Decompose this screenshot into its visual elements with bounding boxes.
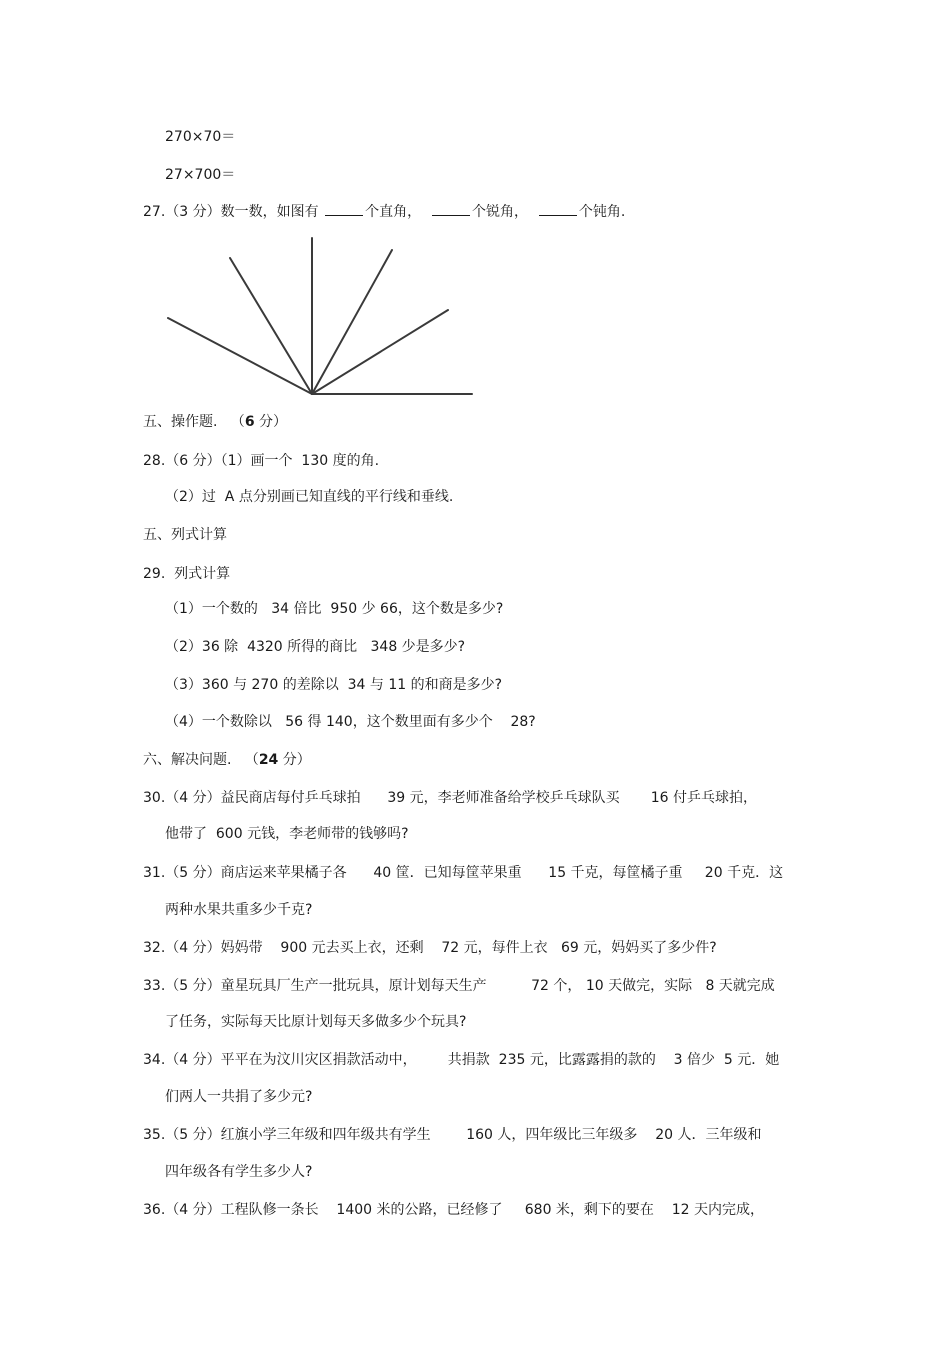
question-29-3: （3）360 与 270 的差除以 34 与 11 的和商是多少? — [165, 677, 503, 693]
question-32: 32.（4 分）妈妈带 900 元去买上衣，还剩 72 元，每件上衣 69 元，妈妈买了多少件? — [143, 940, 717, 956]
question-29: 29. 列式计算 — [143, 566, 231, 582]
question-31-line-1: 31.（5 分）商店运来苹果橘子各 40 筐．已知每筐苹果重 15 千克，每筐橘子重 20 千克．这 — [143, 865, 784, 881]
ray-4 — [312, 250, 392, 394]
question-28-2: （2）过 A 点分别画已知直线的平行线和垂线. — [165, 489, 454, 505]
ray-1 — [168, 318, 312, 394]
question-29-4: （4）一个数除以 56 得 140，这个数里面有多少个 28? — [165, 714, 536, 730]
section-5-operation: 五、操作题. （6 分） — [143, 414, 288, 430]
ray-5 — [312, 310, 448, 394]
question-34-line-1: 34.（4 分）平平在为汶川灾区捐款活动中， 共捐款 235 元，比露露捐的款的 3 倍少 5 元．她 — [143, 1052, 780, 1068]
question-34-line-2: 们两人一共捐了多少元? — [165, 1089, 313, 1105]
question-28-1: 28.（6 分）（1）画一个 130 度的角. — [143, 453, 380, 469]
question-36-line-1: 36.（4 分）工程队修一条长 1400 米的公路，已经修了 680 米，剩下的要在 12 天内完成， — [143, 1202, 764, 1218]
question-30-line-1: 30.（4 分）益民商店每付乒乓球拍 39 元，李老师准备给学校乒乓球队买 16 付乒乓球拍， — [143, 790, 758, 806]
section-5-calc: 五、列式计算 — [143, 527, 227, 543]
calc-line-2: 27×700＝ — [165, 167, 236, 183]
question-29-1: （1）一个数的 34 倍比 950 少 66，这个数是多少? — [165, 601, 504, 617]
question-29-2: （2）36 除 4320 所得的商比 348 少是多少? — [165, 639, 466, 655]
ray-2 — [230, 258, 312, 394]
question-33-line-1: 33.（5 分）童星玩具厂生产一批玩具，原计划每天生产 72 个， 10 天做完，实际 8 天就完成 — [143, 978, 775, 994]
question-30-line-2: 他带了 600 元钱，李老师带的钱够吗? — [165, 826, 409, 842]
calc-line-1: 270×70＝ — [165, 129, 236, 145]
question-31-line-2: 两种水果共重多少千克? — [165, 902, 313, 918]
question-27: 27.（3 分）数一数，如图有 个直角， 个锐角， 个钝角. — [143, 204, 626, 220]
answer-blank[interactable] — [325, 203, 363, 216]
question-35-line-2: 四年级各有学生多少人? — [165, 1164, 313, 1180]
answer-blank[interactable] — [432, 203, 470, 216]
angle-fan-figure — [160, 232, 480, 402]
section-6: 六、解决问题. （24 分） — [143, 752, 311, 768]
question-33-line-2: 了任务，实际每天比原计划每天多做多少个玩具? — [165, 1014, 467, 1030]
answer-blank[interactable] — [539, 203, 577, 216]
question-35-line-1: 35.（5 分）红旗小学三年级和四年级共有学生 160 人，四年级比三年级多 20 人．三年级和 — [143, 1127, 762, 1143]
